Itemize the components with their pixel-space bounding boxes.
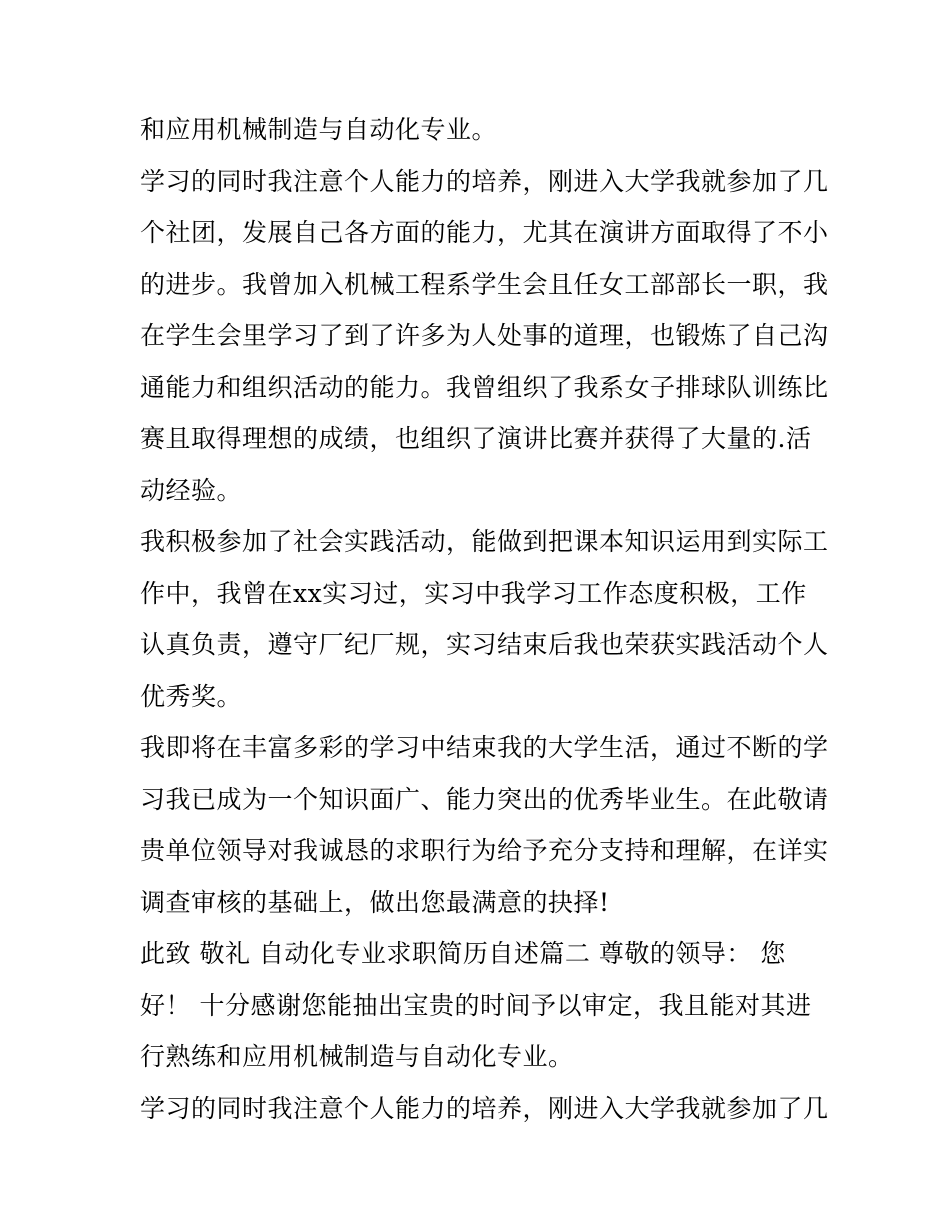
text-line: 和应用机械制造与自动化专业。 [140,115,498,144]
text-line: 在学生会里学习了到了许多为人处事的道理，也锻炼了自己沟 [140,321,829,350]
text-line: 学习的同时我注意个人能力的培养，刚进入大学我就参加了几 [140,166,829,196]
text-line: 我即将在丰富多彩的学习中结束我的大学生活，通过不断的学 [140,733,829,762]
text-line: 好！ 十分感谢您能抽出宝贵的时间予以审定，我且能对其进 [140,990,812,1020]
text-line: 个社团，发展自己各方面的能力，尤其在演讲方面取得了不小 [140,218,829,247]
text-line: 作中，我曾在xx实习过，实习中我学习工作态度积极，工作 [140,578,807,608]
text-line: 动经验。 [140,475,243,505]
text-line: 赛且取得理想的成绩，也组织了演讲比赛并获得了大量的.活 [140,424,812,453]
text-line: 优秀奖。 [140,681,243,711]
document-body [140,104,829,1134]
text-line: 学习的同时我注意个人能力的培养，刚进入大学我就参加了几 [140,1093,829,1123]
text-line: 此致 敬礼 自动化专业求职简历自述篇二 尊敬的领导： 您 [140,939,786,968]
text-line: 习我已成为一个知识面广、能力突出的优秀毕业生。在此敬请 [140,784,829,814]
text-line: 认真负责，遵守厂纪厂规，实习结束后我也荣获实践活动个人 [140,630,829,659]
text-line: 的进步。我曾加入机械工程系学生会且任女工部部长一职，我 [140,269,829,299]
text-line: 调查审核的基础上，做出您最满意的抉择! [140,887,610,917]
text-line: 我积极参加了社会实践活动，能做到把课本知识运用到实际工 [140,527,829,556]
text-line: 通能力和组织活动的能力。我曾组织了我系女子排球队训练比 [140,372,829,402]
text-line: 贵单位领导对我诚恳的求职行为给予充分支持和理解，在详实 [140,836,829,865]
text-line: 行熟练和应用机械制造与自动化专业。 [140,1042,574,1071]
